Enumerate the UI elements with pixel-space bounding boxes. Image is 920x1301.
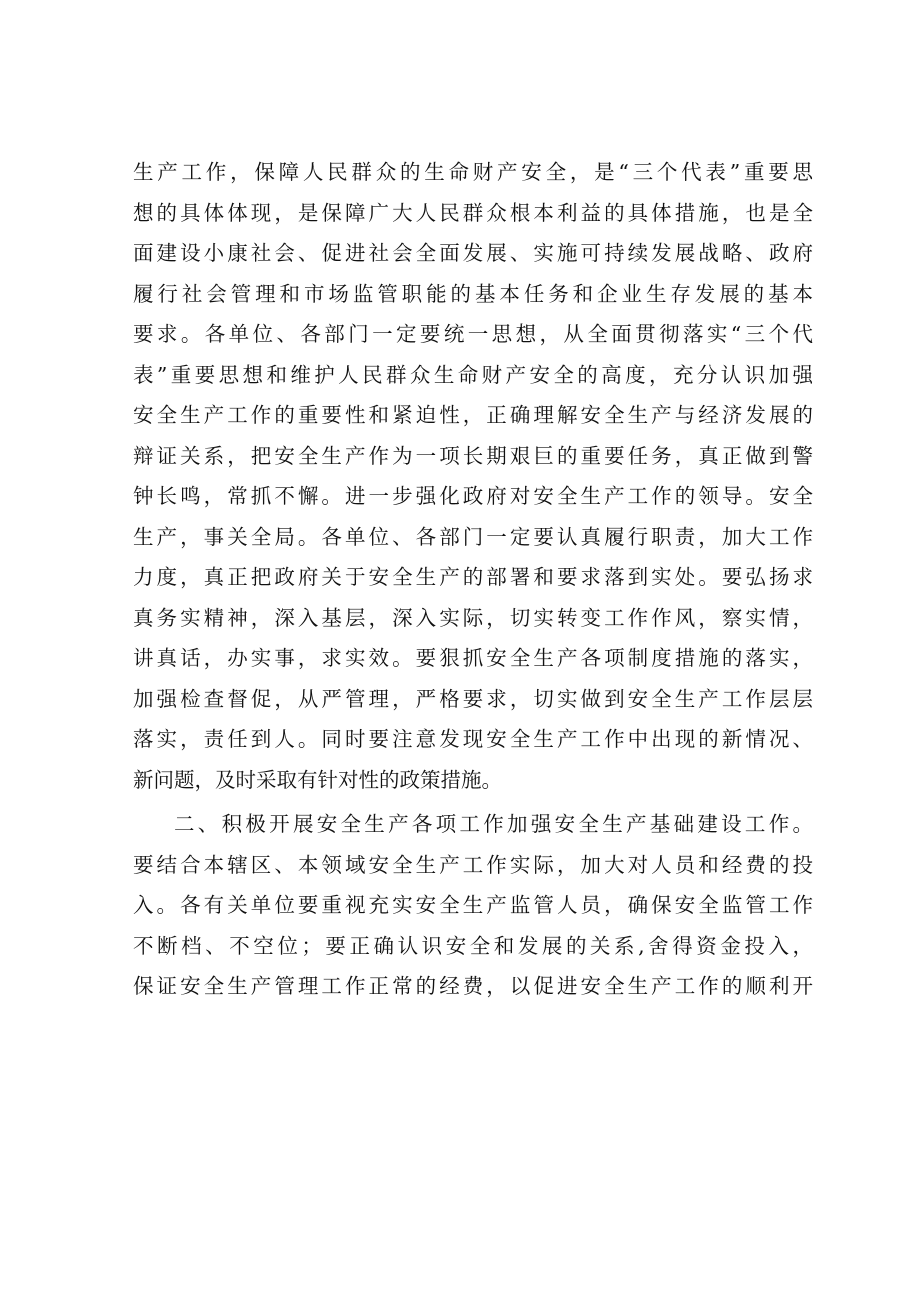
paragraph-1: [133, 152, 813, 800]
text-line: 要求。各单位、各部门一定要统一思想，从全面贯彻落实“三个代: [133, 322, 813, 346]
text-line: 生产，事关全局。各单位、各部门一定要认真履行职责，加大工作: [133, 524, 813, 549]
text-line: 不断档、不空位；要正确认识安全和发展的关系,舍得资金投入，: [133, 933, 813, 958]
text-line: 新问题，及时采取有针对性的政策措施。: [133, 767, 502, 792]
text-line: 面建设小康社会、促进社会全面发展、实施可持续发展战略、政府: [133, 241, 813, 265]
text-line: 真务实精神，深入基层，深入实际，切实转变工作作风，察实情，: [133, 605, 813, 630]
body-text: [133, 152, 813, 1007]
text-line: 落实，责任到人。同时要注意发现安全生产工作中出现的新情况、: [133, 727, 813, 751]
text-line: 想的具体体现，是保障广大人民群众根本利益的具体措施，也是全: [133, 200, 813, 225]
text-line: 加强检查督促，从严管理，严格要求，切实做到安全生产工作层层: [133, 686, 813, 711]
text-line: 要结合本辖区、本领域安全生产工作实际，加大对人员和经费的投: [133, 852, 813, 877]
text-line: 讲真话，办实事，求实效。要狠抓安全生产各项制度措施的落实，: [133, 646, 813, 670]
text-line: 力度，真正把政府关于安全生产的部署和要求落到实处。要弘扬求: [133, 565, 813, 589]
text-line: 保证安全生产管理工作正常的经费，以促进安全生产工作的顺利开: [133, 974, 813, 998]
text-line: 钟长鸣，常抓不懈。进一步强化政府对安全生产工作的领导。安全: [133, 484, 813, 508]
text-line: 入。各有关单位要重视充实安全生产监管人员，确保安全监管工作: [133, 893, 813, 917]
text-line: 生产工作，保障人民群众的生命财产安全，是“三个代表”重要思: [133, 160, 813, 184]
text-line: 安全生产工作的重要性和紧迫性，正确理解安全生产与经济发展的: [133, 403, 813, 427]
text-line: 表”重要思想和维护人民群众生命财产安全的高度，充分认识加强: [133, 362, 813, 387]
paragraph-2: [133, 804, 813, 1007]
text-line: 履行社会管理和市场监管职能的基本任务和企业生存发展的基本: [133, 281, 813, 306]
text-line: 辩证关系，把安全生产作为一项长期艰巨的重要任务，真正做到警: [133, 443, 813, 468]
text-line: 二、积极开展安全生产各项工作加强安全生产基础建设工作。: [174, 812, 813, 836]
